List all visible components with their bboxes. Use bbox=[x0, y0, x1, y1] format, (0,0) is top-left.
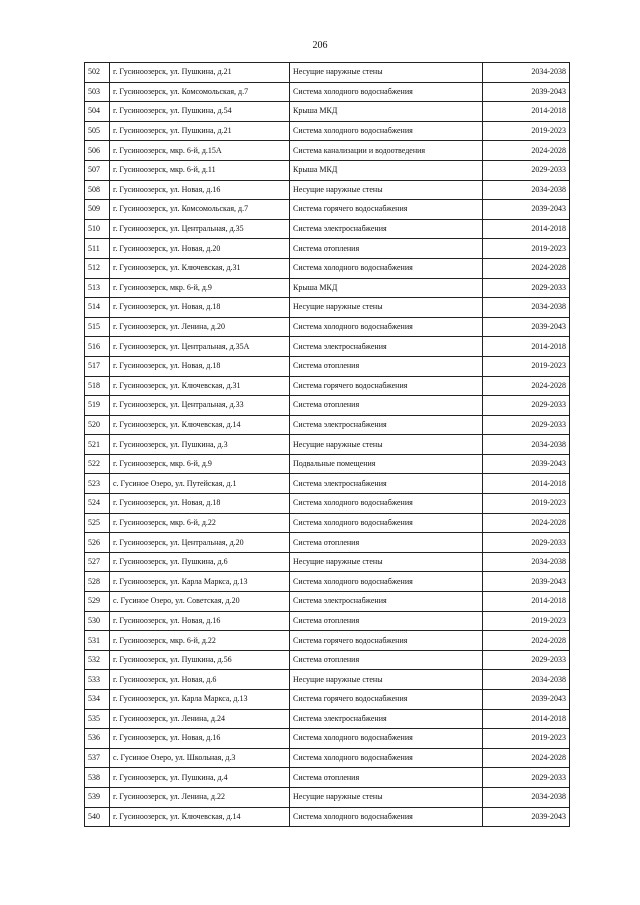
table-row bbox=[85, 729, 570, 749]
address-cell: г. Гусиноозерск, ул. Ключевская, д.31 bbox=[110, 376, 290, 396]
row-number: 540 bbox=[85, 807, 110, 827]
structural-element-cell: Несущие наружные стены bbox=[290, 298, 483, 318]
address-cell: г. Гусиноозерск, ул. Пушкина, д.4 bbox=[110, 768, 290, 788]
address-cell: с. Гусиное Озеро, ул. Школьная, д.3 bbox=[110, 748, 290, 768]
table-row bbox=[85, 787, 570, 807]
repair-period-cell: 2024-2028 bbox=[483, 258, 570, 278]
table-row bbox=[85, 258, 570, 278]
table-row bbox=[85, 572, 570, 592]
repair-period-cell: 2019-2023 bbox=[483, 356, 570, 376]
address-cell: г. Гусиноозерск, ул. Ленина, д.22 bbox=[110, 787, 290, 807]
structural-element-cell: Система холодного водоснабжения bbox=[290, 513, 483, 533]
structural-element-cell: Система электроснабжения bbox=[290, 592, 483, 612]
table-row bbox=[85, 356, 570, 376]
repair-period-cell: 2029-2033 bbox=[483, 768, 570, 788]
row-number: 513 bbox=[85, 278, 110, 298]
row-number: 539 bbox=[85, 787, 110, 807]
structural-element-cell: Система холодного водоснабжения bbox=[290, 807, 483, 827]
structural-element-cell: Несущие наружные стены bbox=[290, 63, 483, 83]
row-number: 517 bbox=[85, 356, 110, 376]
table-row bbox=[85, 63, 570, 83]
structural-element-cell: Система канализации и водоотведения bbox=[290, 141, 483, 161]
row-number: 521 bbox=[85, 435, 110, 455]
row-number: 502 bbox=[85, 63, 110, 83]
structural-element-cell: Система холодного водоснабжения bbox=[290, 82, 483, 102]
row-number: 511 bbox=[85, 239, 110, 259]
table-row bbox=[85, 611, 570, 631]
row-number: 508 bbox=[85, 180, 110, 200]
repair-period-cell: 2014-2018 bbox=[483, 592, 570, 612]
row-number: 512 bbox=[85, 258, 110, 278]
structural-element-cell: Система электроснабжения bbox=[290, 337, 483, 357]
table-row bbox=[85, 180, 570, 200]
repair-period-cell: 2024-2028 bbox=[483, 376, 570, 396]
row-number: 535 bbox=[85, 709, 110, 729]
row-number: 507 bbox=[85, 160, 110, 180]
table-row bbox=[85, 160, 570, 180]
table-row bbox=[85, 533, 570, 553]
address-cell: с. Гусиное Озеро, ул. Путейская, д.1 bbox=[110, 474, 290, 494]
table-row bbox=[85, 631, 570, 651]
repair-period-cell: 2039-2043 bbox=[483, 690, 570, 710]
structural-element-cell: Система отопления bbox=[290, 650, 483, 670]
row-number: 504 bbox=[85, 102, 110, 122]
address-cell: г. Гусиноозерск, ул. Ключевская, д.14 bbox=[110, 415, 290, 435]
address-cell: г. Гусиноозерск, мкр. 6-й, д.22 bbox=[110, 631, 290, 651]
row-number: 509 bbox=[85, 200, 110, 220]
row-number: 510 bbox=[85, 219, 110, 239]
row-number: 537 bbox=[85, 748, 110, 768]
row-number: 530 bbox=[85, 611, 110, 631]
address-cell: г. Гусиноозерск, мкр. 6-й, д.15А bbox=[110, 141, 290, 161]
address-cell: г. Гусиноозерск, мкр. 6-й, д.9 bbox=[110, 278, 290, 298]
row-number: 531 bbox=[85, 631, 110, 651]
row-number: 506 bbox=[85, 141, 110, 161]
repair-period-cell: 2024-2028 bbox=[483, 141, 570, 161]
structural-element-cell: Крыша МКД bbox=[290, 160, 483, 180]
structural-element-cell: Несущие наружные стены bbox=[290, 552, 483, 572]
table-row bbox=[85, 415, 570, 435]
table-body bbox=[85, 63, 570, 827]
table-row bbox=[85, 552, 570, 572]
address-cell: г. Гусиноозерск, ул. Новая, д.20 bbox=[110, 239, 290, 259]
structural-element-cell: Система электроснабжения bbox=[290, 415, 483, 435]
address-cell: г. Гусиноозерск, мкр. 6-й, д.22 bbox=[110, 513, 290, 533]
row-number: 532 bbox=[85, 650, 110, 670]
row-number: 526 bbox=[85, 533, 110, 553]
table-row bbox=[85, 82, 570, 102]
row-number: 522 bbox=[85, 454, 110, 474]
table-row bbox=[85, 376, 570, 396]
table-row bbox=[85, 592, 570, 612]
table-row bbox=[85, 748, 570, 768]
structural-element-cell: Система отопления bbox=[290, 611, 483, 631]
address-cell: с. Гусиное Озеро, ул. Советская, д.20 bbox=[110, 592, 290, 612]
address-cell: г. Гусиноозерск, ул. Карла Маркса, д.13 bbox=[110, 690, 290, 710]
repair-period-cell: 2029-2033 bbox=[483, 415, 570, 435]
address-cell: г. Гусиноозерск, ул. Новая, д.18 bbox=[110, 298, 290, 318]
structural-element-cell: Подвальные помещения bbox=[290, 454, 483, 474]
table-row bbox=[85, 278, 570, 298]
structural-element-cell: Крыша МКД bbox=[290, 102, 483, 122]
address-cell: г. Гусиноозерск, мкр. 6-й, д.11 bbox=[110, 160, 290, 180]
table-row bbox=[85, 435, 570, 455]
row-number: 528 bbox=[85, 572, 110, 592]
structural-element-cell: Система отопления bbox=[290, 396, 483, 416]
address-cell: г. Гусиноозерск, ул. Новая, д.6 bbox=[110, 670, 290, 690]
repair-period-cell: 2014-2018 bbox=[483, 219, 570, 239]
structural-element-cell: Система электроснабжения bbox=[290, 709, 483, 729]
table-row bbox=[85, 690, 570, 710]
address-cell: г. Гусиноозерск, ул. Ключевская, д.14 bbox=[110, 807, 290, 827]
table-row bbox=[85, 709, 570, 729]
row-number: 533 bbox=[85, 670, 110, 690]
row-number: 503 bbox=[85, 82, 110, 102]
row-number: 514 bbox=[85, 298, 110, 318]
structural-element-cell: Система холодного водоснабжения bbox=[290, 258, 483, 278]
structural-element-cell: Система горячего водоснабжения bbox=[290, 200, 483, 220]
table-row bbox=[85, 239, 570, 259]
repair-period-cell: 2034-2038 bbox=[483, 787, 570, 807]
address-cell: г. Гусиноозерск, ул. Центральная, д.35А bbox=[110, 337, 290, 357]
page-number: 206 bbox=[312, 40, 328, 51]
repair-period-cell: 2014-2018 bbox=[483, 709, 570, 729]
repair-period-cell: 2029-2033 bbox=[483, 650, 570, 670]
structural-element-cell: Система холодного водоснабжения bbox=[290, 572, 483, 592]
address-cell: г. Гусиноозерск, ул. Новая, д.16 bbox=[110, 729, 290, 749]
repair-period-cell: 2029-2033 bbox=[483, 160, 570, 180]
structural-element-cell: Система электроснабжения bbox=[290, 219, 483, 239]
address-cell: г. Гусиноозерск, ул. Ленина, д.20 bbox=[110, 317, 290, 337]
repair-period-cell: 2034-2038 bbox=[483, 63, 570, 83]
table-row bbox=[85, 650, 570, 670]
address-cell: г. Гусиноозерск, ул. Ключевская, д.31 bbox=[110, 258, 290, 278]
structural-element-cell: Несущие наружные стены bbox=[290, 180, 483, 200]
repair-period-cell: 2019-2023 bbox=[483, 494, 570, 514]
repair-period-cell: 2014-2018 bbox=[483, 474, 570, 494]
row-number: 520 bbox=[85, 415, 110, 435]
repair-period-cell: 2024-2028 bbox=[483, 748, 570, 768]
repair-period-cell: 2029-2033 bbox=[483, 396, 570, 416]
row-number: 516 bbox=[85, 337, 110, 357]
address-cell: г. Гусиноозерск, ул. Пушкина, д.54 bbox=[110, 102, 290, 122]
address-cell: г. Гусиноозерск, ул. Новая, д.18 bbox=[110, 494, 290, 514]
repair-period-cell: 2019-2023 bbox=[483, 121, 570, 141]
table-row bbox=[85, 102, 570, 122]
structural-element-cell: Несущие наружные стены bbox=[290, 787, 483, 807]
structural-element-cell: Крыша МКД bbox=[290, 278, 483, 298]
structural-element-cell: Система холодного водоснабжения bbox=[290, 317, 483, 337]
table-row bbox=[85, 121, 570, 141]
structural-element-cell: Система отопления bbox=[290, 533, 483, 553]
address-cell: г. Гусиноозерск, ул. Центральная, д.20 bbox=[110, 533, 290, 553]
structural-element-cell: Система горячего водоснабжения bbox=[290, 631, 483, 651]
row-number: 515 bbox=[85, 317, 110, 337]
row-number: 529 bbox=[85, 592, 110, 612]
table-row bbox=[85, 474, 570, 494]
row-number: 527 bbox=[85, 552, 110, 572]
repair-period-cell: 2034-2038 bbox=[483, 298, 570, 318]
structural-element-cell: Система отопления bbox=[290, 356, 483, 376]
repair-period-cell: 2034-2038 bbox=[483, 552, 570, 572]
structural-element-cell: Система отопления bbox=[290, 768, 483, 788]
table-row bbox=[85, 337, 570, 357]
structural-element-cell: Система холодного водоснабжения bbox=[290, 494, 483, 514]
address-cell: г. Гусиноозерск, ул. Центральная, д.33 bbox=[110, 396, 290, 416]
repair-period-cell: 2029-2033 bbox=[483, 278, 570, 298]
table-row bbox=[85, 494, 570, 514]
structural-element-cell: Система холодного водоснабжения bbox=[290, 729, 483, 749]
capital-repair-table bbox=[84, 62, 570, 827]
address-cell: г. Гусиноозерск, ул. Пушкина, д.21 bbox=[110, 121, 290, 141]
repair-period-cell: 2039-2043 bbox=[483, 572, 570, 592]
table-row bbox=[85, 141, 570, 161]
structural-element-cell: Система холодного водоснабжения bbox=[290, 121, 483, 141]
repair-period-cell: 2019-2023 bbox=[483, 729, 570, 749]
repair-period-cell: 2014-2018 bbox=[483, 102, 570, 122]
table-row bbox=[85, 298, 570, 318]
address-cell: г. Гусиноозерск, ул. Комсомольская, д.7 bbox=[110, 200, 290, 220]
structural-element-cell: Система отопления bbox=[290, 239, 483, 259]
address-cell: г. Гусиноозерск, ул. Центральная, д.35 bbox=[110, 219, 290, 239]
repair-period-cell: 2039-2043 bbox=[483, 807, 570, 827]
address-cell: г. Гусиноозерск, мкр. 6-й, д.9 bbox=[110, 454, 290, 474]
table-row bbox=[85, 317, 570, 337]
repair-period-cell: 2024-2028 bbox=[483, 513, 570, 533]
repair-period-cell: 2039-2043 bbox=[483, 317, 570, 337]
repair-period-cell: 2039-2043 bbox=[483, 454, 570, 474]
table-row bbox=[85, 200, 570, 220]
repair-period-cell: 2034-2038 bbox=[483, 670, 570, 690]
address-cell: г. Гусиноозерск, ул. Пушкина, д.56 bbox=[110, 650, 290, 670]
repair-period-cell: 2029-2033 bbox=[483, 533, 570, 553]
row-number: 536 bbox=[85, 729, 110, 749]
table-row bbox=[85, 513, 570, 533]
table-row bbox=[85, 768, 570, 788]
row-number: 519 bbox=[85, 396, 110, 416]
address-cell: г. Гусиноозерск, ул. Карла Маркса, д.13 bbox=[110, 572, 290, 592]
repair-period-cell: 2034-2038 bbox=[483, 435, 570, 455]
structural-element-cell: Система горячего водоснабжения bbox=[290, 690, 483, 710]
address-cell: г. Гусиноозерск, ул. Пушкина, д.21 bbox=[110, 63, 290, 83]
table-row bbox=[85, 807, 570, 827]
table-row bbox=[85, 670, 570, 690]
row-number: 534 bbox=[85, 690, 110, 710]
repair-period-cell: 2039-2043 bbox=[483, 200, 570, 220]
table-row bbox=[85, 454, 570, 474]
structural-element-cell: Система горячего водоснабжения bbox=[290, 376, 483, 396]
address-cell: г. Гусиноозерск, ул. Новая, д.18 bbox=[110, 356, 290, 376]
structural-element-cell: Система холодного водоснабжения bbox=[290, 748, 483, 768]
repair-period-cell: 2034-2038 bbox=[483, 180, 570, 200]
address-cell: г. Гусиноозерск, ул. Комсомольская, д.7 bbox=[110, 82, 290, 102]
address-cell: г. Гусиноозерск, ул. Пушкина, д.6 bbox=[110, 552, 290, 572]
repair-period-cell: 2019-2023 bbox=[483, 239, 570, 259]
row-number: 505 bbox=[85, 121, 110, 141]
address-cell: г. Гусиноозерск, ул. Ленина, д.24 bbox=[110, 709, 290, 729]
row-number: 538 bbox=[85, 768, 110, 788]
address-cell: г. Гусиноозерск, ул. Пушкина, д.3 bbox=[110, 435, 290, 455]
row-number: 523 bbox=[85, 474, 110, 494]
row-number: 524 bbox=[85, 494, 110, 514]
structural-element-cell: Система электроснабжения bbox=[290, 474, 483, 494]
repair-period-cell: 2019-2023 bbox=[483, 611, 570, 631]
address-cell: г. Гусиноозерск, ул. Новая, д.16 bbox=[110, 611, 290, 631]
repair-period-cell: 2039-2043 bbox=[483, 82, 570, 102]
address-cell: г. Гусиноозерск, ул. Новая, д.16 bbox=[110, 180, 290, 200]
table-row bbox=[85, 219, 570, 239]
repair-period-cell: 2014-2018 bbox=[483, 337, 570, 357]
structural-element-cell: Несущие наружные стены bbox=[290, 670, 483, 690]
table-row bbox=[85, 396, 570, 416]
row-number: 525 bbox=[85, 513, 110, 533]
structural-element-cell: Несущие наружные стены bbox=[290, 435, 483, 455]
row-number: 518 bbox=[85, 376, 110, 396]
repair-period-cell: 2024-2028 bbox=[483, 631, 570, 651]
